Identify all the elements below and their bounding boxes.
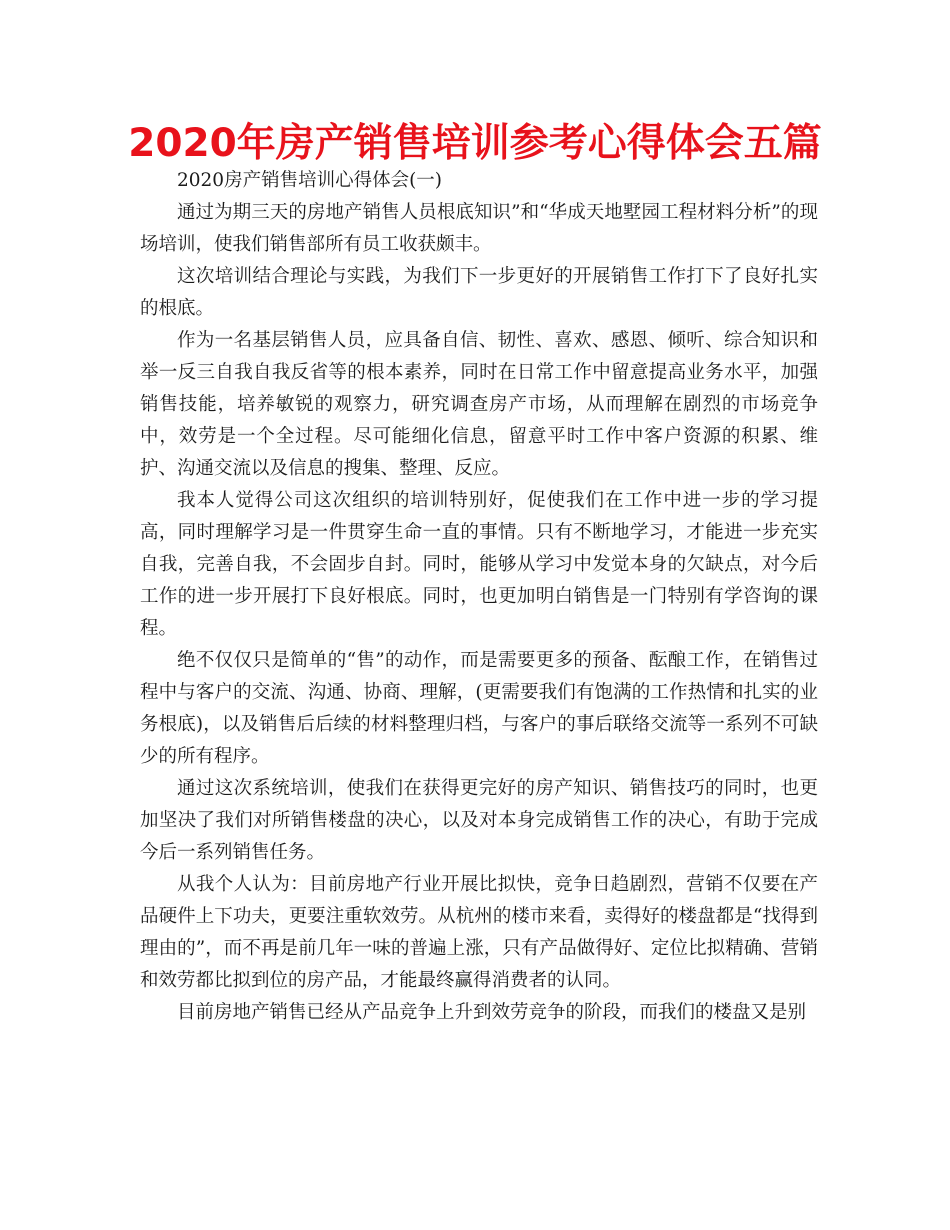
- paragraph: 目前房地产销售已经从产品竞争上升到效劳竞争的阶段，而我们的楼盘又是别: [177, 1002, 807, 1023]
- document-body: [140, 165, 818, 1029]
- paragraph: 绝不仅仅只是简单的“售”的动作，而是需要更多的预备、酝酿工作，在销售过程中与客户的交流、沟通、协商、理解，(更需要我们有饱满的工作热情和扎实的业务根底)，以及销售后后续的材料整理归档，与客户的事后联络交流等一系列不可缺少的所有程序。: [140, 650, 818, 767]
- paragraph: 我本人觉得公司这次组织的培训特别好，促使我们在工作中进一步的学习提高，同时理解学习是一件贯穿生命一直的事情。只有不断地学习，才能进一步充实自我，完善自我，不会固步自封。同时，能够从学习中发觉本身的欠缺点，对今后工作的进一步开展打下良好根底。同时，也更加明白销售是一门特别有学咨询的课程。: [140, 490, 818, 639]
- paragraph: 通过这次系统培训，使我们在获得更完好的房产知识、销售技巧的同时，也更加坚决了我们对所销售楼盘的决心，以及对本身完成销售工作的决心，有助于完成今后一系列销售任务。: [140, 778, 818, 863]
- paragraph: 通过为期三天的房地产销售人员根底知识”和“华成天地墅园工程材料分析”的现场培训，使我们销售部所有员工收获颇丰。: [140, 202, 818, 255]
- paragraph: 这次培训结合理论与实践，为我们下一步更好的开展销售工作打下了良好扎实的根底。: [140, 266, 818, 319]
- paragraph: 从我个人认为：目前房地产行业开展比拟快，竞争日趋剧烈，营销不仅要在产品硬件上下功夫，更要注重软效劳。从杭州的楼市来看，卖得好的楼盘都是“找得到理由的”，而不再是前几年一味的普遍上涨，只有产品做得好、定位比拟精确、营销和效劳都比拟到位的房产品，才能最终赢得消费者的认同。: [140, 874, 818, 991]
- paragraph: 作为一名基层销售人员，应具备自信、韧性、喜欢、感恩、倾听、综合知识和举一反三自我自我反省等的根本素养，同时在日常工作中留意提高业务水平，加强销售技能，培养敏锐的观察力，研究调查房产市场，从而理解在剧烈的市场竞争中，效劳是一个全过程。尽可能细化信息，留意平时工作中客户资源的积累、维护、沟通交流以及信息的搜集、整理、反应。: [140, 330, 818, 479]
- document-title: 2020年房产销售培训参考心得体会五篇: [128, 121, 822, 166]
- section-subtitle: 2020房产销售培训心得体会(一): [177, 170, 443, 191]
